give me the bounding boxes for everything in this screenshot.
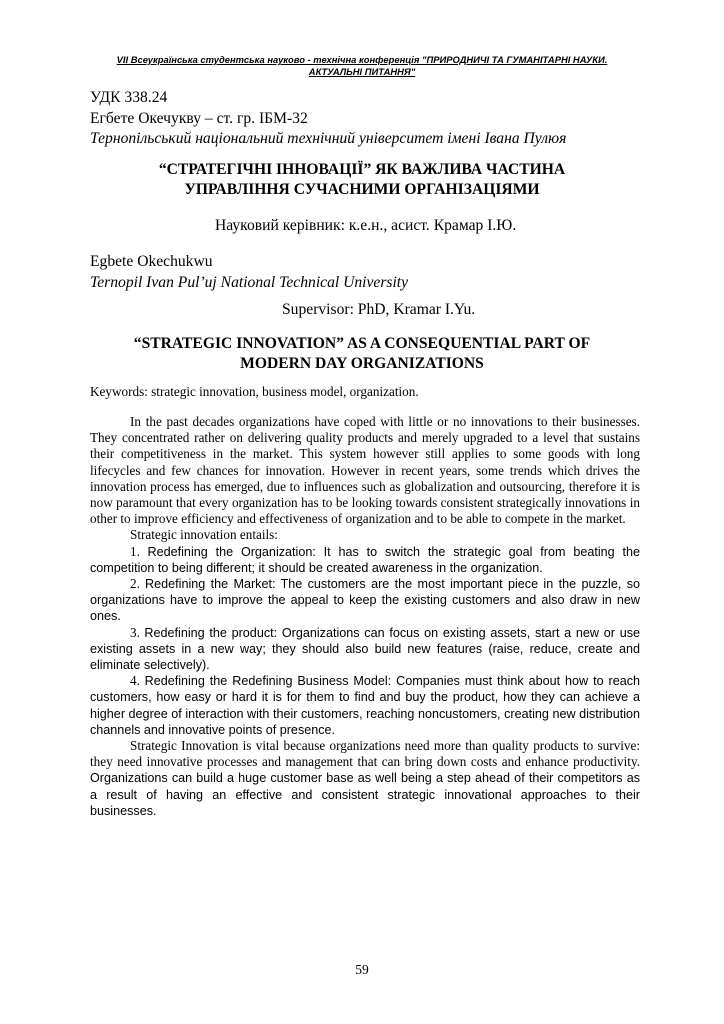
university-ua: Тернопільський національний технічний університет імені Івана Пулюя bbox=[90, 130, 567, 147]
list-item bbox=[90, 544, 640, 576]
author-ua: Егбете Окечукву – ст. гр. ІБМ-32 bbox=[90, 109, 308, 127]
conclusion-part-b: Organizations can build a huge customer base as well being a step ahead of their competitors as a result of having an effective and consistent strategic innovational approaches to their businesses. bbox=[90, 771, 640, 818]
list-item-number: 2. bbox=[130, 576, 140, 592]
title-en-line-2: MODERN DAY ORGANIZATIONS bbox=[240, 355, 484, 372]
list-item bbox=[90, 625, 640, 674]
title-ua-line-1: “СТРАТЕГІЧНІ ІННОВАЦІЇ” ЯК ВАЖЛИВА ЧАСТИНА bbox=[158, 161, 566, 178]
article-meta-en bbox=[90, 252, 650, 293]
list-item-text: Redefining the product: Organizations can focus on existing assets, start a new or use existing assets in a new way; they should also build new features (raise, reduce, create and eliminate selectively). bbox=[90, 625, 640, 673]
title-ua-line-2: УПРАВЛІННЯ СУЧАСНИМИ ОРГАНІЗАЦІЯМИ bbox=[184, 181, 540, 198]
article-meta-ua bbox=[90, 88, 650, 150]
author-en: Egbete Okechukwu bbox=[90, 253, 213, 270]
list-item-number: 4. bbox=[130, 673, 140, 689]
university-en: Ternopil Ivan Pul’uj National Technical University bbox=[90, 273, 409, 291]
conference-header: VII Всеукраїнська студентська науково - технічна конференція "ПРИРОДНИЧІ ТА ГУМАНІТАРНІ НАУКИ. АКТУАЛЬНІ ПИТАННЯ" bbox=[116, 54, 608, 77]
supervisor-en: Supervisor: PhD, Kramar I.Yu. bbox=[282, 301, 476, 318]
list-item-number: 3. bbox=[130, 624, 140, 640]
list-item-text: Redefining the Market: The customers are the most important piece in the puzzle, so organizations have to improve the appeal to keep the existing customers and also draw in new ones. bbox=[90, 577, 641, 624]
list-item bbox=[90, 673, 640, 738]
list-item-text: Redefining the Organization: It has to switch the strategic goal from beating the competition to being different; it should be created awareness in the organization. bbox=[90, 544, 640, 575]
title-ua bbox=[90, 160, 634, 200]
udk-code: УДК 338.24 bbox=[90, 89, 168, 106]
title-en bbox=[90, 334, 634, 374]
conclusion-part-a: Strategic Innovation is vital because organizations need more than quality products to survive: they need innovative processes and management that can bring down costs and enhance productivity. bbox=[90, 738, 640, 770]
article-body bbox=[90, 414, 640, 819]
paragraph-intro: In the past decades organizations have coped with little or no innovations to their businesses. They concentrated rather on delivering quality products and merely upgraded to a level that sustains their competitiveness in the market. This system however still applies to some goods with long lifecycles and few chances for innovation. However in recent years, some trends which drives the innovation process has emerged, due to influences such as globalization and outsourcing, therefore it is now paramount that every organization has to be looking towards consistent strategically innovations in other to improve efficiency and effectiveness of organization and to be able to compete in the market. bbox=[90, 414, 640, 527]
list-item bbox=[90, 576, 640, 625]
list-item-text: Redefining the Redefining Business Model: Companies must think about how to reach customers, how easy or hard it is for them to find and buy the product, how they can achieve a higher degree of interaction with their customers, reaching noncustomers, creating new distribution channels and innovative points of presence. bbox=[90, 674, 641, 737]
title-en-line-1: “STRATEGIC INNOVATION” AS A CONSEQUENTIAL PART OF bbox=[133, 335, 591, 352]
paragraph-entails: Strategic innovation entails: bbox=[130, 527, 278, 543]
list-item-number: 1. bbox=[130, 543, 140, 559]
keywords: Keywords: strategic innovation, business model, organization. bbox=[90, 384, 419, 399]
page-number: 59 bbox=[355, 962, 369, 977]
supervisor-ua: Науковий керівник: к.е.н., асист. Крамар І.Ю. bbox=[215, 217, 517, 234]
paragraph-conclusion bbox=[90, 738, 640, 819]
